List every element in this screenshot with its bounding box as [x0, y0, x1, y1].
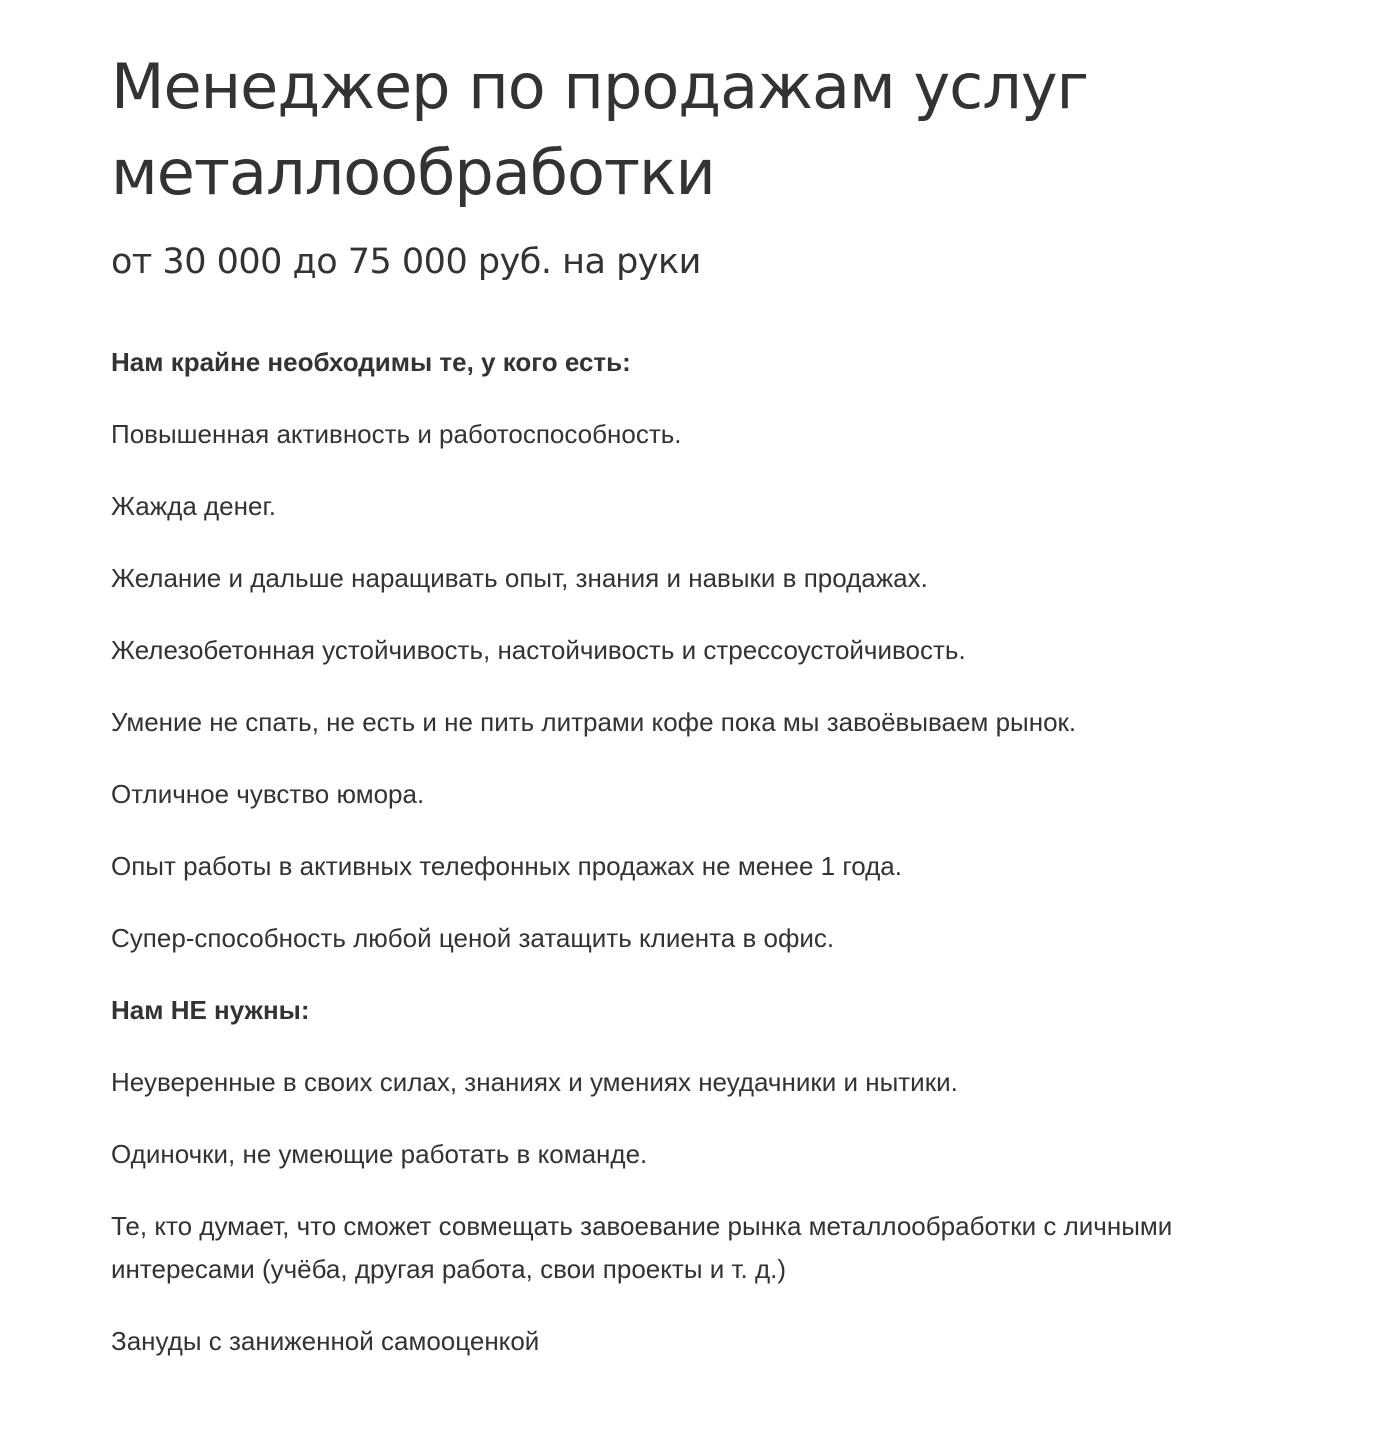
- vacancy-salary: от 30 000 до 75 000 руб. на руки: [111, 242, 701, 282]
- requirement-item: Повышенная активность и работоспособность.: [111, 419, 682, 449]
- not-needed-item: Те, кто думает, что сможет совмещать завоевание рынка металлообработки с личными интересами (учёба, другая работа, свои проекты и т. д.): [111, 1211, 1173, 1284]
- vacancy-description: [111, 341, 1311, 1363]
- not-needed-heading: Нам НЕ нужны:: [111, 995, 310, 1025]
- requirement-item: Супер-способность любой ценой затащить клиента в офис.: [111, 923, 835, 953]
- requirement-item: Умение не спать, не есть и не пить литрами кофе пока мы завоёвываем рынок.: [111, 707, 1077, 737]
- requirement-item: Желание и дальше наращивать опыт, знания и навыки в продажах.: [111, 563, 928, 593]
- requirement-item: Опыт работы в активных телефонных продажах не менее 1 года.: [111, 851, 902, 881]
- requirements-heading: Нам крайне необходимы те, у кого есть:: [111, 347, 631, 377]
- requirement-item: Жажда денег.: [111, 491, 276, 521]
- requirement-item: Железобетонная устойчивость, настойчивость и стрессоустойчивость.: [111, 635, 966, 665]
- not-needed-item: Одиночки, не умеющие работать в команде.: [111, 1139, 648, 1169]
- vacancy-content: [111, 44, 1311, 1392]
- vacancy-title: Менеджер по продажам услуг металлообработки: [111, 50, 1089, 209]
- requirement-item: Отличное чувство юмора.: [111, 779, 425, 809]
- not-needed-item: Неуверенные в своих силах, знаниях и умениях неудачники и нытики.: [111, 1067, 958, 1097]
- not-needed-item: Зануды с заниженной самооценкой: [111, 1326, 540, 1356]
